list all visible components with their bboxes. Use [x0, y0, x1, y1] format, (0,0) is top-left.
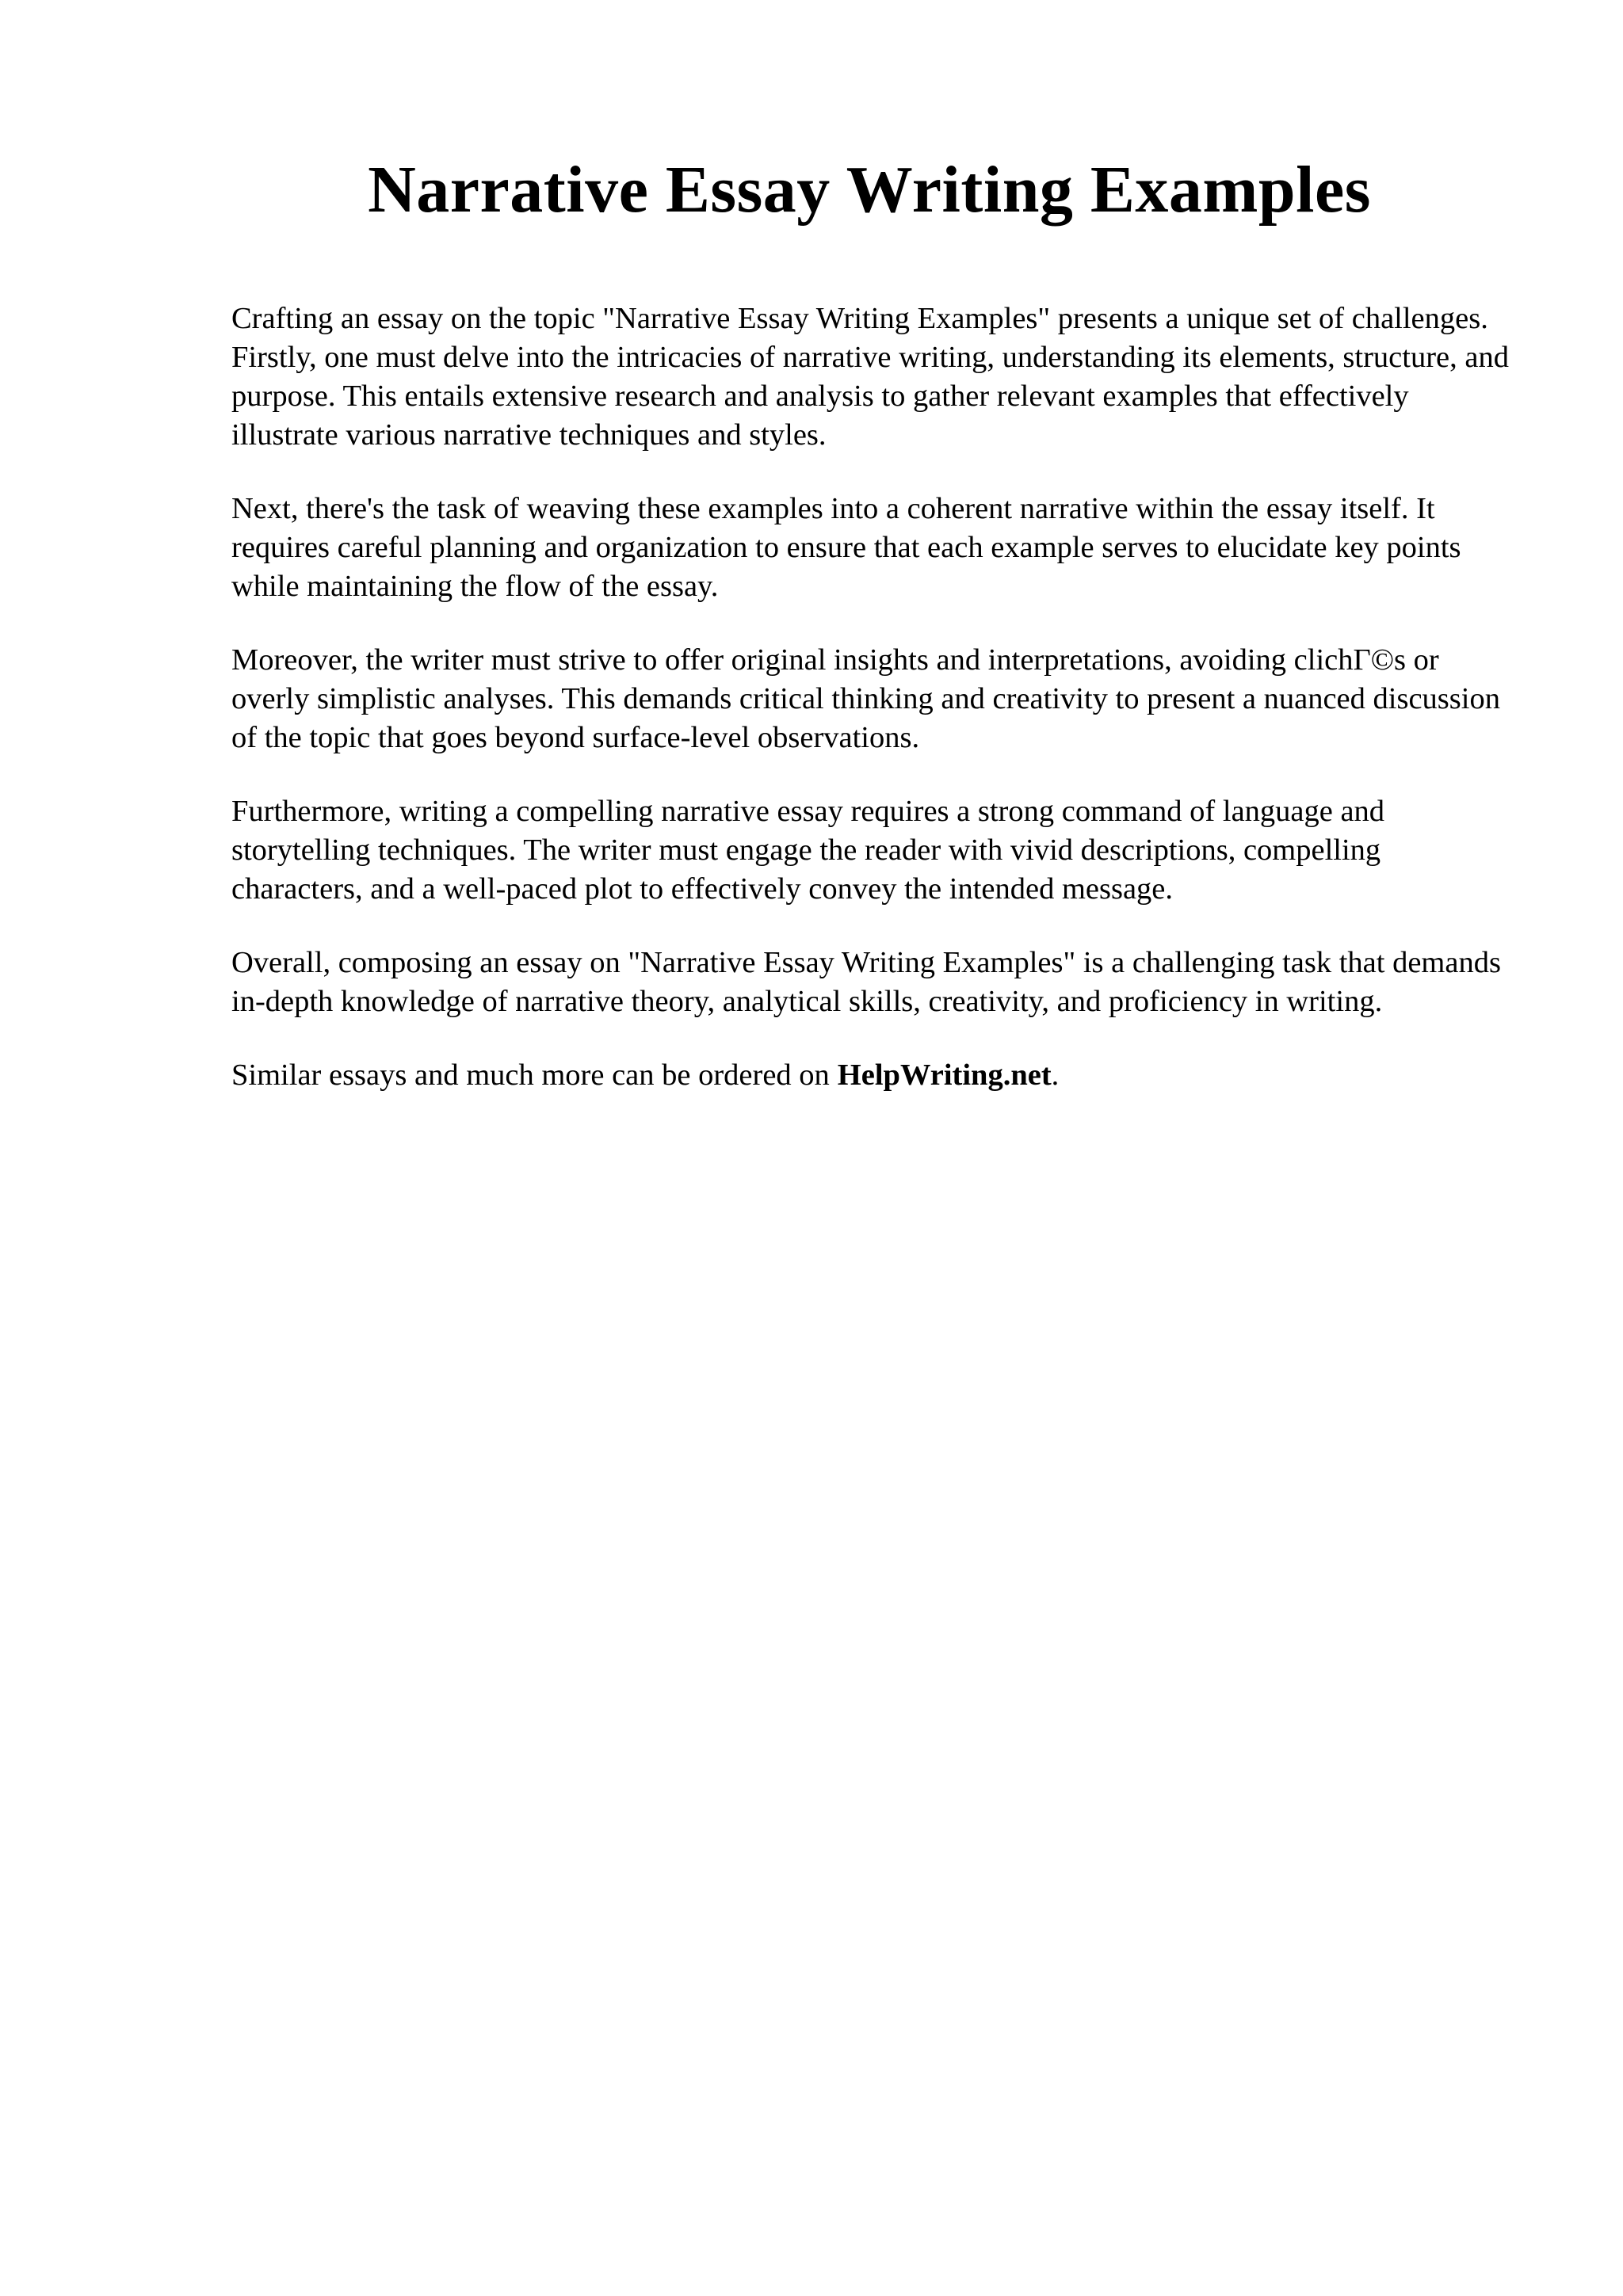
page-title: Narrative Essay Writing Examples — [368, 153, 1371, 227]
paragraph: Furthermore, writing a compelling narrative essay requires a strong command of language and storytelling techniques. The writer must engage the reader with vivid descriptions, compelling characters, and a well-paced plot to effectively convey the intended message. — [231, 795, 1385, 906]
cta-suffix: . — [1051, 1058, 1060, 1092]
cta-text: Similar essays and much more can be ordered on — [231, 1058, 830, 1092]
paragraph: Overall, composing an essay on "Narrative Essay Writing Examples" is a challenging task that demands in-depth knowledge of narrative theory, analytical skills, creativity, and proficiency in writing. — [231, 946, 1501, 1018]
helpwriting-link[interactable]: HelpWriting.net — [837, 1058, 1052, 1092]
paragraph: Next, there's the task of weaving these examples into a coherent narrative within the essay itself. It requires careful planning and organization to ensure that each example serves to elucidate key points while maintaining the flow of the essay. — [231, 492, 1461, 603]
essay-body — [231, 299, 1515, 1130]
paragraph: Moreover, the writer must strive to offer original insights and interpretations, avoiding clichΓ©s or overly simplistic analyses. This demands critical thinking and creativity to present a nuanced discussion of the topic that goes beyond surface-level observations. — [231, 643, 1500, 754]
paragraph: Crafting an essay on the topic "Narrative Essay Writing Examples" presents a unique set of challenges. Firstly, one must delve into the intricacies of narrative writing, understanding its elements, structure, and purpose. This entails extensive research and analysis to gather relevant examples that effectively illustrate various narrative techniques and styles. — [231, 302, 1509, 452]
cta-line — [231, 1056, 1515, 1095]
